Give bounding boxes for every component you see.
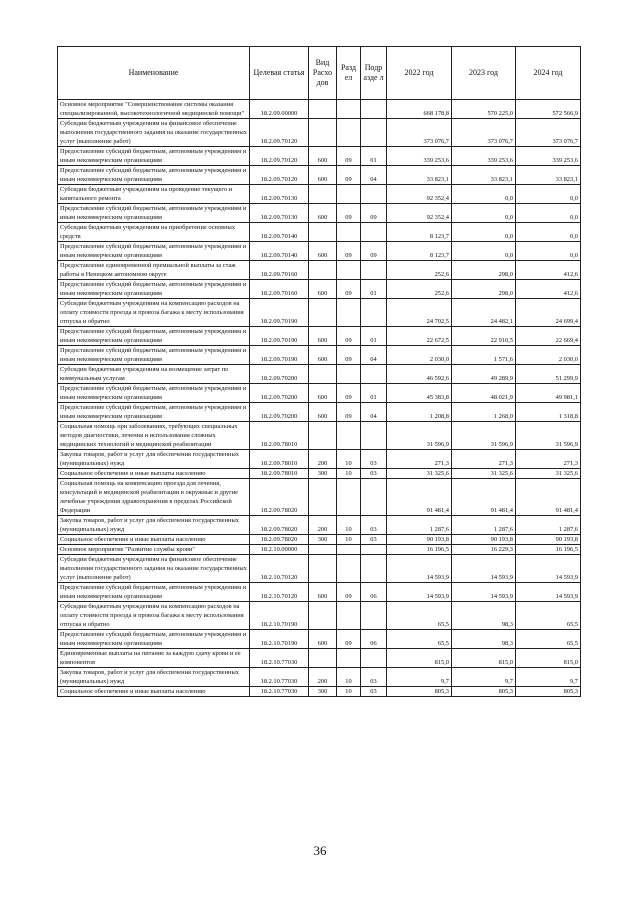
- row-value-2023: 570 225,0: [452, 100, 516, 119]
- row-expense-type: [309, 119, 337, 147]
- row-value-2024: 2 030,0: [516, 346, 581, 365]
- row-name: Предоставление субсидий бюджетным, автономным учреждениям и иным некоммерческим организациям: [58, 583, 250, 602]
- row-subsection: [361, 545, 387, 555]
- row-section: 10: [337, 535, 361, 545]
- row-value-2023: 91 481,4: [452, 479, 516, 516]
- row-value-2022: 373 076,7: [387, 119, 452, 147]
- row-value-2022: 14 593,9: [387, 583, 452, 602]
- row-subsection: [361, 119, 387, 147]
- table-row: [58, 555, 581, 583]
- row-name: Предоставление единовременной премиальной выплаты за стаж работы в Ненецком автономном округе: [58, 261, 250, 280]
- row-value-2023: 31 596,9: [452, 422, 516, 450]
- row-section: 09: [337, 384, 361, 403]
- row-value-2023: 815,0: [452, 649, 516, 668]
- row-value-2022: 65,5: [387, 630, 452, 649]
- row-name: Субсидии бюджетным учреждениям на приобретение основных средств: [58, 223, 250, 242]
- row-value-2023: 298,0: [452, 261, 516, 280]
- row-value-2024: 31 325,6: [516, 469, 581, 479]
- row-value-2022: 9,7: [387, 668, 452, 687]
- row-expense-type: [309, 479, 337, 516]
- row-value-2024: 815,0: [516, 649, 581, 668]
- row-target-article: 18.2.09.00000: [250, 100, 309, 119]
- row-expense-type: 600: [309, 242, 337, 261]
- row-value-2023: 48 021,9: [452, 384, 516, 403]
- row-value-2023: 24 482,1: [452, 299, 516, 327]
- row-target-article: 18.2.10.00000: [250, 545, 309, 555]
- row-value-2024: 65,5: [516, 602, 581, 630]
- row-name: Субсидии бюджетным учреждениям на финансовое обеспечение выполнения государственного задания на оказание государственных услуг (выполнение работ): [58, 119, 250, 147]
- row-expense-type: 600: [309, 166, 337, 185]
- row-section: 10: [337, 668, 361, 687]
- row-value-2024: 14 593,9: [516, 583, 581, 602]
- row-target-article: 18.2.09.70190: [250, 346, 309, 365]
- row-subsection: 03: [361, 535, 387, 545]
- row-value-2022: 252,6: [387, 261, 452, 280]
- row-target-article: 18.2.09.70160: [250, 261, 309, 280]
- row-value-2024: 339 253,6: [516, 147, 581, 166]
- row-name: Предоставление субсидий бюджетным, автономным учреждениям и иным некоммерческим организациям: [58, 242, 250, 261]
- row-expense-type: 600: [309, 630, 337, 649]
- header-year-2022: 2022 год: [387, 47, 452, 100]
- row-value-2023: 298,0: [452, 280, 516, 299]
- row-value-2022: 14 593,9: [387, 555, 452, 583]
- table-row: [58, 602, 581, 630]
- table-row: [58, 346, 581, 365]
- row-section: [337, 223, 361, 242]
- row-name: Субсидии бюджетным учреждениям на финансовое обеспечение выполнения государственного задания на оказание государственных услуг (выполнение работ): [58, 555, 250, 583]
- row-expense-type: 600: [309, 327, 337, 346]
- row-value-2023: 339 253,6: [452, 147, 516, 166]
- row-expense-type: [309, 649, 337, 668]
- row-value-2024: 33 823,1: [516, 166, 581, 185]
- row-name: Закупка товаров, работ и услуг для обеспечения государственных (муниципальных) нужд: [58, 668, 250, 687]
- row-name: Предоставление субсидий бюджетным, автономным учреждениям и иным некоммерческим организациям: [58, 204, 250, 223]
- row-value-2023: 33 823,1: [452, 166, 516, 185]
- row-expense-type: 600: [309, 403, 337, 422]
- row-value-2023: 22 910,5: [452, 327, 516, 346]
- table-row: [58, 280, 581, 299]
- row-name: Закупка товаров, работ и услуг для обеспечения государственных (муниципальных) нужд: [58, 450, 250, 469]
- row-subsection: 04: [361, 346, 387, 365]
- row-section: 09: [337, 403, 361, 422]
- row-value-2022: 8 123,7: [387, 223, 452, 242]
- row-value-2022: 91 481,4: [387, 479, 452, 516]
- row-value-2023: 805,3: [452, 687, 516, 697]
- row-subsection: [361, 223, 387, 242]
- row-value-2024: 90 193,8: [516, 535, 581, 545]
- table-row: [58, 422, 581, 450]
- row-expense-type: 200: [309, 668, 337, 687]
- row-value-2024: 1 318,8: [516, 403, 581, 422]
- row-section: 09: [337, 166, 361, 185]
- row-subsection: 01: [361, 147, 387, 166]
- table-row: [58, 204, 581, 223]
- table-row: [58, 100, 581, 119]
- row-name: Предоставление субсидий бюджетным, автономным учреждениям и иным некоммерческим организациям: [58, 280, 250, 299]
- header-year-2024: 2024 год: [516, 47, 581, 100]
- row-value-2022: 252,6: [387, 280, 452, 299]
- row-section: [337, 299, 361, 327]
- row-value-2022: 31 325,6: [387, 469, 452, 479]
- row-section: [337, 100, 361, 119]
- row-target-article: 18.2.10.77030: [250, 687, 309, 697]
- row-subsection: [361, 479, 387, 516]
- row-expense-type: [309, 555, 337, 583]
- row-section: 09: [337, 204, 361, 223]
- row-section: [337, 649, 361, 668]
- table-row: [58, 535, 581, 545]
- row-value-2022: 45 383,8: [387, 384, 452, 403]
- row-subsection: [361, 555, 387, 583]
- row-target-article: 18.2.09.70120: [250, 147, 309, 166]
- row-value-2023: 0,0: [452, 185, 516, 204]
- row-target-article: 18.2.09.78010: [250, 422, 309, 450]
- row-value-2022: 90 193,8: [387, 535, 452, 545]
- row-expense-type: 200: [309, 516, 337, 535]
- row-target-article: 18.2.10.77030: [250, 668, 309, 687]
- row-name: Предоставление субсидий бюджетным, автономным учреждениям и иным некоммерческим организациям: [58, 166, 250, 185]
- row-target-article: 18.2.09.70190: [250, 299, 309, 327]
- row-expense-type: [309, 422, 337, 450]
- row-value-2023: 1 268,0: [452, 403, 516, 422]
- row-value-2024: 9,7: [516, 668, 581, 687]
- row-value-2023: 16 229,3: [452, 545, 516, 555]
- row-subsection: [361, 365, 387, 384]
- row-target-article: 18.2.09.70140: [250, 223, 309, 242]
- row-name: Субсидии бюджетным учреждениям на компенсацию расходов на оплату стоимости проезда и провоза багажа к месту использования отпуска и обратно: [58, 299, 250, 327]
- table-row: [58, 450, 581, 469]
- row-subsection: 03: [361, 450, 387, 469]
- table-row: [58, 668, 581, 687]
- row-value-2022: 16 196,5: [387, 545, 452, 555]
- row-expense-type: [309, 100, 337, 119]
- row-expense-type: 300: [309, 535, 337, 545]
- row-name: Субсидии бюджетным учреждениям на проведение текущего и капитального ремонта: [58, 185, 250, 204]
- table-row: [58, 147, 581, 166]
- row-expense-type: 600: [309, 280, 337, 299]
- row-section: [337, 479, 361, 516]
- row-value-2023: 49 289,9: [452, 365, 516, 384]
- row-value-2023: 31 325,6: [452, 469, 516, 479]
- table-row: [58, 583, 581, 602]
- row-value-2022: 2 030,0: [387, 346, 452, 365]
- row-value-2022: 805,3: [387, 687, 452, 697]
- row-value-2023: 0,0: [452, 242, 516, 261]
- row-value-2023: 1 571,6: [452, 346, 516, 365]
- row-name: Социальное обеспечение и иные выплаты населению: [58, 469, 250, 479]
- row-value-2023: 14 593,9: [452, 583, 516, 602]
- row-name: Предоставление субсидий бюджетным, автономным учреждениям и иным некоммерческим организациям: [58, 384, 250, 403]
- row-name: Социальное обеспечение и иные выплаты населению: [58, 535, 250, 545]
- row-section: 10: [337, 469, 361, 479]
- row-value-2024: 51 299,9: [516, 365, 581, 384]
- row-expense-type: [309, 261, 337, 280]
- row-section: 09: [337, 346, 361, 365]
- row-expense-type: [309, 185, 337, 204]
- row-section: 10: [337, 450, 361, 469]
- row-subsection: [361, 261, 387, 280]
- row-expense-type: 200: [309, 450, 337, 469]
- table-row: [58, 261, 581, 280]
- row-value-2024: 0,0: [516, 185, 581, 204]
- row-name: Основное мероприятие "Развитие службы крови": [58, 545, 250, 555]
- row-value-2022: 339 253,6: [387, 147, 452, 166]
- row-subsection: 01: [361, 280, 387, 299]
- table-row: [58, 649, 581, 668]
- table-row: [58, 185, 581, 204]
- budget-table: [57, 46, 581, 697]
- row-name: Закупка товаров, работ и услуг для обеспечения государственных (муниципальных) нужд: [58, 516, 250, 535]
- row-value-2022: 271,3: [387, 450, 452, 469]
- row-target-article: 18.2.09.70190: [250, 327, 309, 346]
- row-name: Предоставление субсидий бюджетным, автономным учреждениям и иным некоммерческим организациям: [58, 327, 250, 346]
- row-target-article: 18.2.09.78010: [250, 469, 309, 479]
- row-target-article: 18.2.10.70190: [250, 602, 309, 630]
- row-value-2024: 805,3: [516, 687, 581, 697]
- row-section: 09: [337, 242, 361, 261]
- table-row: [58, 479, 581, 516]
- row-value-2022: 815,0: [387, 649, 452, 668]
- table-row: [58, 403, 581, 422]
- row-section: [337, 555, 361, 583]
- header-name: Наименование: [58, 47, 250, 100]
- row-value-2023: 90 193,8: [452, 535, 516, 545]
- row-value-2024: 31 596,9: [516, 422, 581, 450]
- row-expense-type: 300: [309, 687, 337, 697]
- row-value-2022: 1 208,8: [387, 403, 452, 422]
- page-number: 36: [313, 843, 327, 858]
- table-row: [58, 223, 581, 242]
- row-section: 09: [337, 583, 361, 602]
- row-target-article: 18.2.09.70120: [250, 166, 309, 185]
- budget-table-sheet: [57, 46, 580, 697]
- row-value-2023: 373 076,7: [452, 119, 516, 147]
- header-subsection: Подр азде л: [361, 47, 387, 100]
- row-subsection: 09: [361, 204, 387, 223]
- row-expense-type: 600: [309, 583, 337, 602]
- row-section: [337, 119, 361, 147]
- row-subsection: 04: [361, 403, 387, 422]
- row-target-article: 18.2.09.70200: [250, 384, 309, 403]
- row-name: Социальное обеспечение и иные выплаты населению: [58, 687, 250, 697]
- table-row: [58, 516, 581, 535]
- row-subsection: 03: [361, 516, 387, 535]
- row-subsection: 06: [361, 583, 387, 602]
- row-expense-type: [309, 299, 337, 327]
- row-expense-type: 600: [309, 346, 337, 365]
- row-subsection: [361, 602, 387, 630]
- row-value-2024: 91 481,4: [516, 479, 581, 516]
- row-value-2022: 92 352,4: [387, 185, 452, 204]
- row-value-2024: 373 076,7: [516, 119, 581, 147]
- row-expense-type: [309, 602, 337, 630]
- row-value-2022: 22 672,5: [387, 327, 452, 346]
- row-subsection: 03: [361, 687, 387, 697]
- row-name: Предоставление субсидий бюджетным, автономным учреждениям и иным некоммерческим организациям: [58, 147, 250, 166]
- row-value-2023: 271,3: [452, 450, 516, 469]
- row-section: 09: [337, 630, 361, 649]
- row-value-2023: 14 593,9: [452, 555, 516, 583]
- table-row: [58, 384, 581, 403]
- row-target-article: 18.2.10.70190: [250, 630, 309, 649]
- row-target-article: 18.2.09.78020: [250, 516, 309, 535]
- table-row: [58, 630, 581, 649]
- row-value-2023: 98,3: [452, 630, 516, 649]
- row-value-2024: 412,6: [516, 280, 581, 299]
- row-subsection: [361, 185, 387, 204]
- table-header-row: [58, 47, 581, 100]
- row-name: Предоставление субсидий бюджетным, автономным учреждениям и иным некоммерческим организациям: [58, 403, 250, 422]
- row-value-2022: 668 178,8: [387, 100, 452, 119]
- row-value-2024: 0,0: [516, 242, 581, 261]
- row-expense-type: 600: [309, 204, 337, 223]
- row-target-article: 18.2.09.70140: [250, 242, 309, 261]
- row-section: 09: [337, 327, 361, 346]
- row-section: 10: [337, 516, 361, 535]
- row-value-2022: 8 123,7: [387, 242, 452, 261]
- row-value-2023: 0,0: [452, 223, 516, 242]
- header-expense-type: Вид Расхо дов: [309, 47, 337, 100]
- row-name: Основное мероприятие "Совершенствование системы оказания специализированной, высокотехнологичной медицинской помощи": [58, 100, 250, 119]
- row-name: Единовременные выплаты на питание за каждую сдачу крови и ее компонентов: [58, 649, 250, 668]
- row-value-2022: 24 702,5: [387, 299, 452, 327]
- row-value-2024: 49 981,1: [516, 384, 581, 403]
- row-name: Предоставление субсидий бюджетным, автономным учреждениям и иным некоммерческим организациям: [58, 346, 250, 365]
- row-value-2022: 92 352,4: [387, 204, 452, 223]
- row-target-article: 18.2.09.70130: [250, 185, 309, 204]
- table-row: [58, 365, 581, 384]
- row-value-2022: 65,5: [387, 602, 452, 630]
- row-target-article: 18.2.09.70200: [250, 365, 309, 384]
- table-row: [58, 545, 581, 555]
- row-value-2024: 1 287,6: [516, 516, 581, 535]
- row-section: 09: [337, 147, 361, 166]
- row-expense-type: 300: [309, 469, 337, 479]
- row-value-2024: 0,0: [516, 204, 581, 223]
- row-section: 10: [337, 687, 361, 697]
- table-row: [58, 119, 581, 147]
- row-value-2023: 98,3: [452, 602, 516, 630]
- row-value-2023: 1 287,6: [452, 516, 516, 535]
- row-target-article: 18.2.09.70160: [250, 280, 309, 299]
- table-row: [58, 469, 581, 479]
- row-value-2024: 16 196,5: [516, 545, 581, 555]
- row-name: Предоставление субсидий бюджетным, автономным учреждениям и иным некоммерческим организациям: [58, 630, 250, 649]
- row-value-2023: 0,0: [452, 204, 516, 223]
- row-value-2024: 271,3: [516, 450, 581, 469]
- row-subsection: 03: [361, 469, 387, 479]
- header-year-2023: 2023 год: [452, 47, 516, 100]
- table-row: [58, 166, 581, 185]
- row-target-article: 18.2.09.70120: [250, 119, 309, 147]
- row-subsection: 01: [361, 384, 387, 403]
- row-value-2022: 46 592,6: [387, 365, 452, 384]
- row-section: [337, 602, 361, 630]
- row-target-article: 18.2.09.70200: [250, 403, 309, 422]
- row-subsection: [361, 299, 387, 327]
- row-subsection: 06: [361, 630, 387, 649]
- row-subsection: [361, 100, 387, 119]
- row-subsection: 09: [361, 242, 387, 261]
- row-subsection: [361, 649, 387, 668]
- row-section: [337, 422, 361, 450]
- row-expense-type: [309, 365, 337, 384]
- row-value-2022: 33 823,1: [387, 166, 452, 185]
- row-value-2022: 1 287,6: [387, 516, 452, 535]
- row-subsection: [361, 422, 387, 450]
- row-target-article: 18.2.10.70120: [250, 583, 309, 602]
- header-section: Разд ел: [337, 47, 361, 100]
- row-expense-type: 600: [309, 384, 337, 403]
- row-target-article: 18.2.09.70130: [250, 204, 309, 223]
- table-row: [58, 687, 581, 697]
- row-section: [337, 365, 361, 384]
- row-value-2024: 14 593,9: [516, 555, 581, 583]
- row-target-article: 18.2.09.78010: [250, 450, 309, 469]
- row-value-2024: 22 669,4: [516, 327, 581, 346]
- row-subsection: 01: [361, 327, 387, 346]
- table-row: [58, 327, 581, 346]
- row-name: Социальная помощь на компенсацию проезда для лечения, консультаций и медицинской реабилитации в окружные и другие лечебные учреждения здравоохранения в пределах Российской Федерации: [58, 479, 250, 516]
- row-target-article: 18.2.09.78020: [250, 535, 309, 545]
- row-value-2024: 24 699,4: [516, 299, 581, 327]
- table-row: [58, 299, 581, 327]
- row-target-article: 18.2.09.78020: [250, 479, 309, 516]
- header-target-article: Целевая статья: [250, 47, 309, 100]
- row-expense-type: [309, 545, 337, 555]
- row-value-2024: 572 566,9: [516, 100, 581, 119]
- row-value-2023: 9,7: [452, 668, 516, 687]
- row-value-2024: 0,0: [516, 223, 581, 242]
- row-value-2024: 412,6: [516, 261, 581, 280]
- row-section: 09: [337, 280, 361, 299]
- row-section: [337, 261, 361, 280]
- row-subsection: 04: [361, 166, 387, 185]
- row-name: Субсидии бюджетным учреждениям на компенсацию расходов на оплату стоимости проезда и провоза багажа к месту использования отпуска и обратно: [58, 602, 250, 630]
- row-expense-type: 600: [309, 147, 337, 166]
- row-value-2022: 31 596,9: [387, 422, 452, 450]
- row-target-article: 18.2.10.70120: [250, 555, 309, 583]
- row-value-2024: 65,5: [516, 630, 581, 649]
- row-section: [337, 185, 361, 204]
- row-section: [337, 545, 361, 555]
- row-expense-type: [309, 223, 337, 242]
- row-target-article: 18.2.10.77030: [250, 649, 309, 668]
- row-name: Социальная помощь при заболеваниях, требующих специальных методов диагностики, лечения и использования сложных медицинских технологий и медицинской реабилитации: [58, 422, 250, 450]
- row-name: Субсидии бюджетным учреждениям на возмещение затрат по коммунальным услугам: [58, 365, 250, 384]
- table-row: [58, 242, 581, 261]
- row-subsection: 03: [361, 668, 387, 687]
